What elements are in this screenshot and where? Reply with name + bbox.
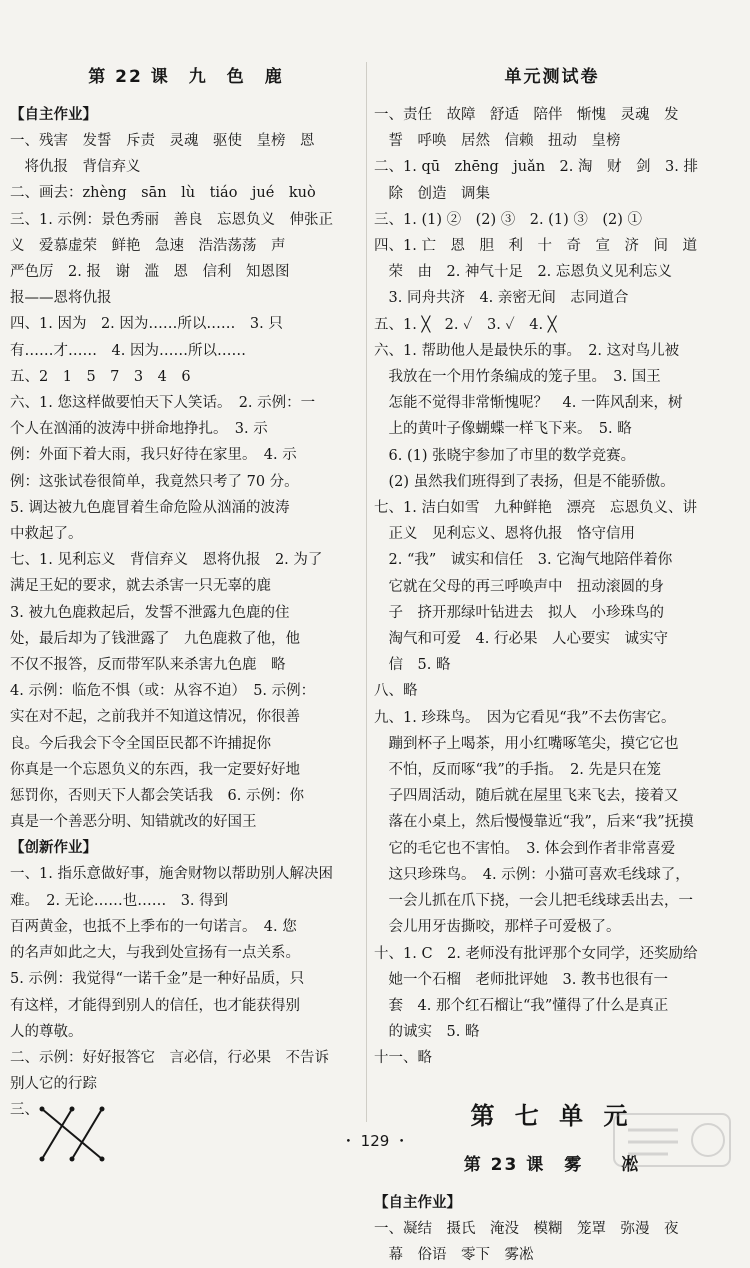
answer-line: 2. “我” 诚实和信任 3. 它淘气地陪伴着你 [374, 552, 673, 569]
answer-line: 中救起了。 [10, 526, 83, 543]
answer-line: 惩罚你，否则天下人都会笑话我 6. 示例：你 [10, 788, 304, 805]
lesson-23-title: 第 23 课 雾 凇 [463, 1154, 641, 1175]
answer-line: 5. 示例：我觉得“一诺千金”是一种好品质，只 [10, 971, 305, 988]
answer-line: 十一、略 [374, 1050, 432, 1067]
answer-line: 除 创造 调集 [374, 185, 490, 202]
answer-line: 有这样，才能得到别人的信任，也才能获得别 [10, 997, 300, 1014]
answer-line: 真是一个善恶分明、知错就改的好国王 [10, 814, 257, 831]
section-heading: 【自主作业】 [374, 1194, 461, 1211]
answer-line: 落在小桌上，然后慢慢靠近“我”，后来“我”抚摸 [374, 814, 694, 831]
answer-line: 有……才…… 4. 因为……所以…… [10, 342, 246, 359]
answer-line: 它的毛它也不害怕。 3. 体会到作者非常喜爱 [374, 840, 676, 857]
answer-line: 这只珍珠鸟。 4. 示例：小猫可喜欢毛线球了， [374, 866, 690, 883]
answer-line: 一、残害 发誓 斥责 灵魂 驱使 皇榜 恩 [10, 133, 315, 149]
answer-line: 3. 同舟共济 4. 亲密无间 志同道合 [374, 290, 629, 307]
answer-line: 二、画去：zhèng sān lù tiáo jué kuò [10, 185, 316, 202]
answer-line: 二、示例：好好报答它 言必信，行必果 不告诉 [10, 1049, 329, 1066]
unit-test-title: 单元测试卷 [504, 67, 600, 87]
answer-line: 会儿用牙齿撕咬，那样子可爱极了。 [374, 919, 621, 936]
answer-line: 例：这张试卷很简单，我竟然只考了 70 分。 [10, 473, 299, 490]
answer-line: 幕 俗语 零下 雾凇 [374, 1246, 534, 1263]
answer-line: 满足王妃的要求，就去杀害一只无辜的鹿 [10, 578, 271, 595]
answer-line: 百两黄金，也抵不上季布的一句诺言。 4. 您 [10, 918, 297, 935]
answer-line: 四、1. 因为 2. 因为……所以…… 3. 只 [10, 316, 283, 333]
answer-line: (2) 虽然我们班得到了表扬，但是不能骄傲。 [374, 473, 675, 490]
answer-line: 的诚实 5. 略 [374, 1024, 480, 1041]
answer-line: 三、1. 示例：景色秀丽 善良 忘恩负义 伸张正 [10, 211, 333, 228]
unit-7-heading: 第 七 单 元 [470, 1101, 634, 1130]
answer-line: 二、1. qū zhēng juǎn 2. 淘 财 剑 3. 排 [374, 159, 698, 176]
answer-line: 报——恩将仇报 [10, 290, 112, 307]
answer-line: 3. 被九色鹿救起后，发誓不泄露九色鹿的住 [10, 604, 290, 621]
answer-line: 四、1. 亡 恩 胆 利 十 奇 宣 济 间 道 [374, 238, 697, 255]
answer-line: 一、凝结 摄氏 淹没 模糊 笼罩 弥漫 夜 [374, 1220, 679, 1237]
answer-line: 荣 由 2. 神气十足 2. 忘恩负义见利忘义 [374, 264, 672, 281]
answer-line: 实在对不起，之前我并不知道这情况，你很善 [10, 709, 300, 726]
answer-line: 例：外面下着大雨，我只好待在家里。 4. 示 [10, 447, 297, 464]
answer-line: 六、1. 您这样做要怕天下人笑话。 2. 示例：一 [10, 395, 316, 412]
section-heading: 【自主作业】 [10, 107, 97, 123]
answer-line: 别人它的行踪 [10, 1076, 97, 1093]
answer-line: 你真是一个忘恩负义的东西，我一定要好好地 [10, 761, 300, 778]
answer-line: 义 爱慕虚荣 鲜艳 急速 浩浩荡荡 声 [10, 237, 286, 254]
answer-line: 处，最后却为了钱泄露了 九色鹿救了他，他 [10, 630, 300, 647]
answer-line: 誓 呼唤 居然 信赖 扭动 皇榜 [374, 133, 621, 150]
answer-line: 七、1. 洁白如雪 九种鲜艳 漂亮 忘恩负义、讲 [374, 500, 697, 517]
answer-line: 5. 调达被九色鹿冒着生命危险从汹涌的波涛 [10, 499, 290, 516]
answer-line: 六、1. 帮助他人是最快乐的事。 2. 这对鸟儿被 [374, 342, 680, 359]
answer-line: 6. (1) 张晓宇参加了市里的数学竞赛。 [374, 447, 636, 464]
answer-line: 良。今后我会下令全国臣民都不许捕捉你 [10, 735, 271, 752]
answer-line: 正义 见利忘义、恩将仇报 恪守信用 [374, 526, 635, 543]
answer-line: 一、责任 故障 舒适 陪伴 惭愧 灵魂 发 [374, 107, 679, 123]
answer-line: 蹦到杯子上喝茶，用小红嘴啄笔尖，摸它它也 [374, 735, 679, 752]
lesson-22-title: 第 22 课 九 色 鹿 [88, 67, 284, 87]
lesson-23-answers [374, 1190, 730, 1268]
answer-line: 淘气和可爱 4. 行必果 人心要实 诚实守 [374, 631, 668, 648]
answer-line: 我放在一个用竹条编成的笼子里。 3. 国王 [374, 369, 661, 386]
answer-line: 套 4. 那个红石榴让“我”懂得了什么是真正 [374, 997, 669, 1014]
answer-line: 子四周活动，随后就在屋里飞来飞去，接着又 [374, 788, 679, 805]
answer-line: 子 挤开那绿叶钻进去 拟人 小珍珠鸟的 [374, 604, 664, 621]
answer-line: 的名声如此之大，与我到处宣扬有一点关系。 [10, 945, 300, 962]
answer-line: 九、1. 珍珠鸟。 因为它看见“我”不去伤害它。 [374, 709, 676, 726]
page-number: ・ 129 ・ [340, 1132, 410, 1150]
answer-line: 八、略 [374, 683, 418, 700]
column-divider [366, 62, 367, 1122]
answer-line: 将仇报 背信弃义 [10, 159, 141, 176]
answer-line: 三、1. (1) ② (2) ③ 2. (1) ③ (2) ① [374, 211, 642, 228]
answer-line: 七、1. 见利忘义 背信弃义 恩将仇报 2. 为了 [10, 552, 323, 569]
answer-line: 上的黄叶子像蝴蝶一样飞下来。 5. 略 [374, 421, 632, 438]
matching-label: 三、 [10, 1102, 39, 1119]
answer-line: 信 5. 略 [374, 657, 451, 674]
answer-line: 她一个石榴 老师批评她 3. 教书也很有一 [374, 971, 668, 988]
answer-line: 一、1. 指乐意做好事，施舍财物以帮助别人解决困 [10, 866, 333, 883]
answer-line: 不怕，反而啄“我”的手指。 2. 先是只在笼 [374, 762, 662, 779]
answer-line: 怎能不觉得非常惭愧呢？ 4. 一阵风刮来，树 [374, 395, 683, 412]
answer-line: 五、1. ╳ 2. ✓ 3. ✓ 4. ╳ [374, 316, 557, 333]
answer-line: 五、2 1 5 7 3 4 6 [10, 368, 191, 385]
right-column [374, 62, 730, 1268]
answer-line: 一会儿抓在爪下挠，一会儿把毛线球丢出去，一 [374, 893, 693, 910]
answer-line: 人的尊敬。 [10, 1023, 83, 1040]
answer-line: 4. 示例：临危不惧（或：从容不迫） 5. 示例： [10, 683, 316, 700]
site-watermark-logo-icon [612, 1112, 732, 1168]
unit-test-answers [374, 102, 730, 1072]
answer-line: 严色厉 2. 报 谢 滥 恩 信利 知恩图 [10, 264, 290, 281]
answer-line: 个人在汹涌的波涛中拼命地挣扎。 3. 示 [10, 421, 268, 438]
left-column [10, 62, 362, 1167]
section-heading: 【创新作业】 [10, 840, 97, 857]
answer-line: 它就在父母的再三呼唤声中 扭动滚圆的身 [374, 578, 664, 595]
answer-line: 难。 2. 无论……也…… 3. 得到 [10, 892, 229, 909]
lesson-22-answers [10, 102, 362, 1097]
answer-line: 十、1. C 2. 老师没有批评那个女同学，还奖励给 [374, 945, 698, 962]
answer-line: 不仅不报答，反而带军队来杀害九色鹿 略 [10, 657, 286, 674]
